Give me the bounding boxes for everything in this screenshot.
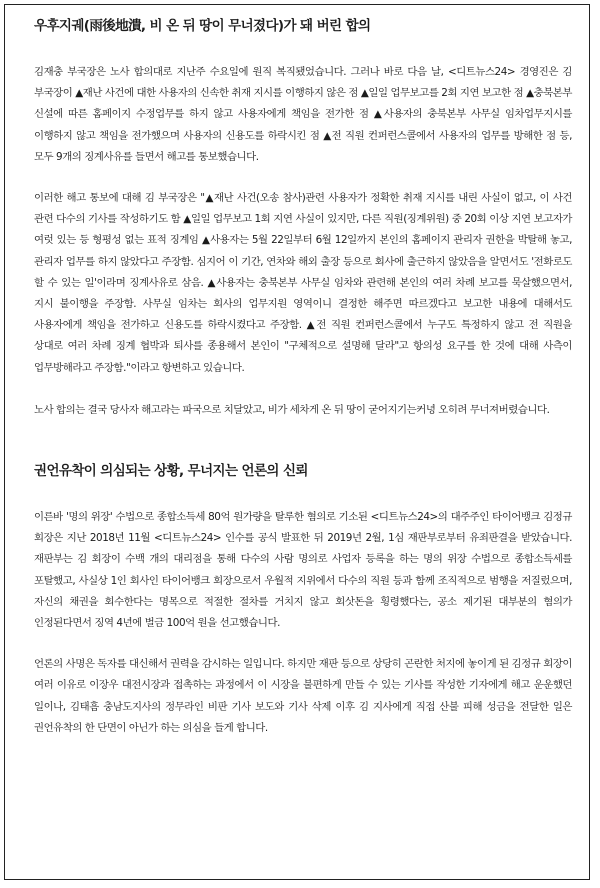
section-title-collusion: 권언유착이 의심되는 상황, 무너지는 언론의 신뢰 (34, 463, 308, 480)
paragraph-rebuttal: 이러한 해고 통보에 대해 김 부국장은 "▲재난 사건(오송 참사)관련 사용자가 정확한 취재 지시를 내린 사실이 없고, 이 사건 관련 다수의 기사를 작성하기도 함 ▲일일 업무보고 1회 지연 사실이 있지만, 다른 직원(징계위원) 중 20회 이상 지연 보고자가 여럿 있는 등 형평성 없는 표적 징계임 ▲사용자는 5월 22일부터 6월 12일까지 본인의 홈페이지 관리자 권한을 박탈해 놓고, 관리자 업무를 하지 않았다고 주장함. 심지어 이 기간, 연차와 해외 출장 등으로 회사에 출근하지 않았음을 알면서도 '전화로도 할 수 있는 일'이라며 징계사유로 삼음. ▲사용자는 충북본부 사무실 임차와 관련해 본인의 여러 차례 보고를 묵살했으면서, 지시 불이행을 주장함. 사무실 임차는 회사의 업무지원 영역이니 결정한 해주면 따르겠다고 보고한 내용에 대해서도 사용자에게 책임을 전가하고 신용도를 하락시켰다고 주장함. ▲전 직원 컨퍼런스콜에서 누구도 특정하지 않고 전 직원을 상대로 여러 차례 징계 협박과 퇴사를 종용해서 본인이 "구체적으로 설명해 달라"고 항의성 요구를 한 것에 대해 사측이 업무방해라고 주장함."이라고 항변하고 있습니다. (34, 192, 572, 374)
section-title-agreement-collapse: 우후지궤(雨後地潰, 비 온 뒤 땅이 무너졌다)가 돼 버린 합의 (34, 18, 371, 34)
paragraph-tax-evasion-case: 이른바 '명의 위장' 수법으로 종합소득세 80억 원가량을 탈루한 혐의로 기소된 <디트뉴스24>의 대주주인 타이어뱅크 김정규 회장은 지난 2018년 11월 <디트뉴스24> 인수를 공식 발표한 뒤 2019년 2월, 1심 재판부로부터 유죄판결을 받았습니다. 재판부는 김 회장이 수백 개의 대리점을 통해 다수의 사람 명의로 사업자 등록을 하는 명의 위장 수법으로 종합소득세를 포탈했고, 사실상 1인 회사인 타이어뱅크 회장으로서 우월적 지위에서 다수의 직원 등과 함께 조직적으로 범행을 저질렀으며, 자신의 채권을 회수한다는 명목으로 적절한 절차를 거치지 않고 회삿돈을 횡령했다는, 공소 제기된 대부분의 혐의가 인정된다면서 징역 4년에 벌금 100억 원을 선고했습니다. (34, 511, 572, 630)
paragraph-press-mission: 언론의 사명은 독자를 대신해서 권력을 감시하는 일입니다. 하지만 재판 등으로 상당히 곤란한 처지에 놓이게 된 김정규 회장이 여러 이유로 이장우 대전시장과 접촉하는 과정에서 이 시장을 불편하게 만들 수 있는 기사를 작성한 기자에게 해고 운운했던 일이나, 김태흠 충남도지사의 정무라인 비판 기사 보도와 기사 삭제 이후 김 지사에게 직접 산불 피해 성금을 전달한 일은 권언유착의 한 단면이 아닌가 하는 의심을 들게 합니다. (34, 658, 572, 734)
paragraph-dismissal-notice: 김재충 부국장은 노사 합의대로 지난주 수요일에 원직 복직됐었습니다. 그러나 바로 다음 날, <디트뉴스24> 경영진은 김 부국장이 ▲재난 사건에 대한 사용자의 신속한 취재 지시를 이행하지 않은 점 ▲일일 업무보고를 2회 지연 보고한 점 ▲충북본부 신설에 따른 홈페이지 수정업무를 하지 않고 사용자에게 책임을 전가한 점 ▲사용자의 충북본부 사무실 임차업무지시를 이행하지 않고 책임을 전가했으며 사용자의 신용도를 하락시킨 점 ▲전 직원 컨퍼런스콜에서 사용자의 업무를 방해한 점 등, 모두 9개의 징계사유를 들면서 해고를 통보했습니다. (34, 66, 572, 163)
paragraph-agreement-outcome: 노사 합의는 결국 당사자 해고라는 파국으로 치달았고, 비가 세차게 온 뒤 땅이 굳어지기는커녕 오히려 무너져버렸습니다. (34, 403, 550, 416)
article-body (34, 16, 572, 739)
